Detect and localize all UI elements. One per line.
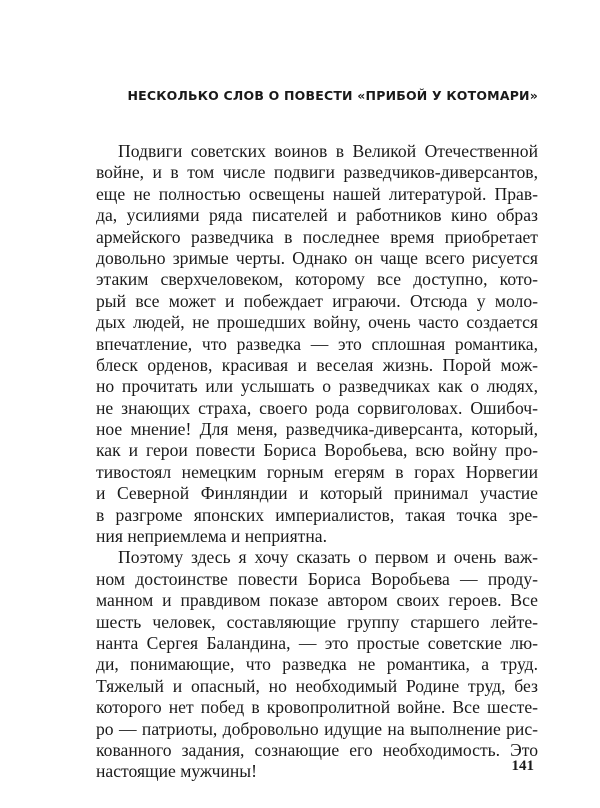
text-line: настоящие мужчины! [96,761,257,782]
text-line: этаким сверхчеловеком, которому все доступно, кото- [96,269,538,290]
text-line: ния неприемлема и неприятна. [96,526,327,547]
paragraph-2 [96,547,538,782]
text-line: ди, понимающие, что разведка не романтика, а труд. [96,654,538,675]
text-line: довольно зримые черты. Однако он чаще всего рисуется [96,247,538,268]
text-line: ное мнение! Для меня, разведчика-диверсанта, который, [96,419,538,440]
text-line: ро — патриоты, добровольно идущие на выполнение рис- [96,718,538,739]
text-line: но прочитать или услышать о разведчиках как о людях, [96,376,538,397]
text-line: блеск орденов, красивая и веселая жизнь. Порой мож- [96,354,538,375]
text-line: да, усилиями ряда писателей и работников кино образ [96,205,538,226]
text-line: рый все может и побеждает играючи. Отсюда у моло- [96,290,538,311]
chapter-heading: НЕСКОЛЬКО СЛОВ О ПОВЕСТИ «ПРИБОЙ У КОТОМАРИ» [127,88,538,103]
text-line: ном достоинстве повести Бориса Воробьева — проду- [96,568,538,589]
text-line: дых людей, не прошедших войну, очень часто создается [96,312,538,333]
text-line: войне, и в том числе подвиги разведчиков-диверсантов, [96,162,538,183]
body-text [96,141,538,783]
text-line: шесть человек, составляющие группу старшего лейте- [96,611,538,632]
text-line: которого нет побед в кровопролитной войне. Все шесте- [96,697,538,718]
text-line: нанта Сергея Баландина, — это простые советские лю- [96,632,538,653]
text-line: еще не полностью освещены нашей литературой. Прав- [96,183,538,204]
text-line: и Северной Финляндии и который принимал участие [96,483,538,504]
text-line: Поэтому здесь я хочу сказать о первом и очень важ- [118,547,538,568]
text-line: как и герои повести Бориса Воробьева, всю войну про- [96,440,538,461]
text-line: армейского разведчика в последнее время приобретает [96,226,538,247]
page-number: 141 [511,758,534,774]
text-line: Тяжелый и опасный, но необходимый Родине труд, без [96,675,538,696]
text-line: впечатление, что разведка — это сплошная романтика, [96,333,538,354]
text-line: не знающих страха, своего рода сорвиголовах. Ошибоч- [96,397,538,418]
text-line: Подвиги советских воинов в Великой Отечественной [118,141,538,161]
paragraph-1 [96,141,538,547]
text-line: кованного задания, сознающие его необходимость. Это [96,739,538,760]
text-line: тивостоял немецким горным егерям в горах Норвегии [96,461,538,482]
text-line: в разгроме японских империалистов, такая точка зре- [96,504,538,525]
text-line: манном и правдивом показе автором своих героев. Все [96,590,538,611]
